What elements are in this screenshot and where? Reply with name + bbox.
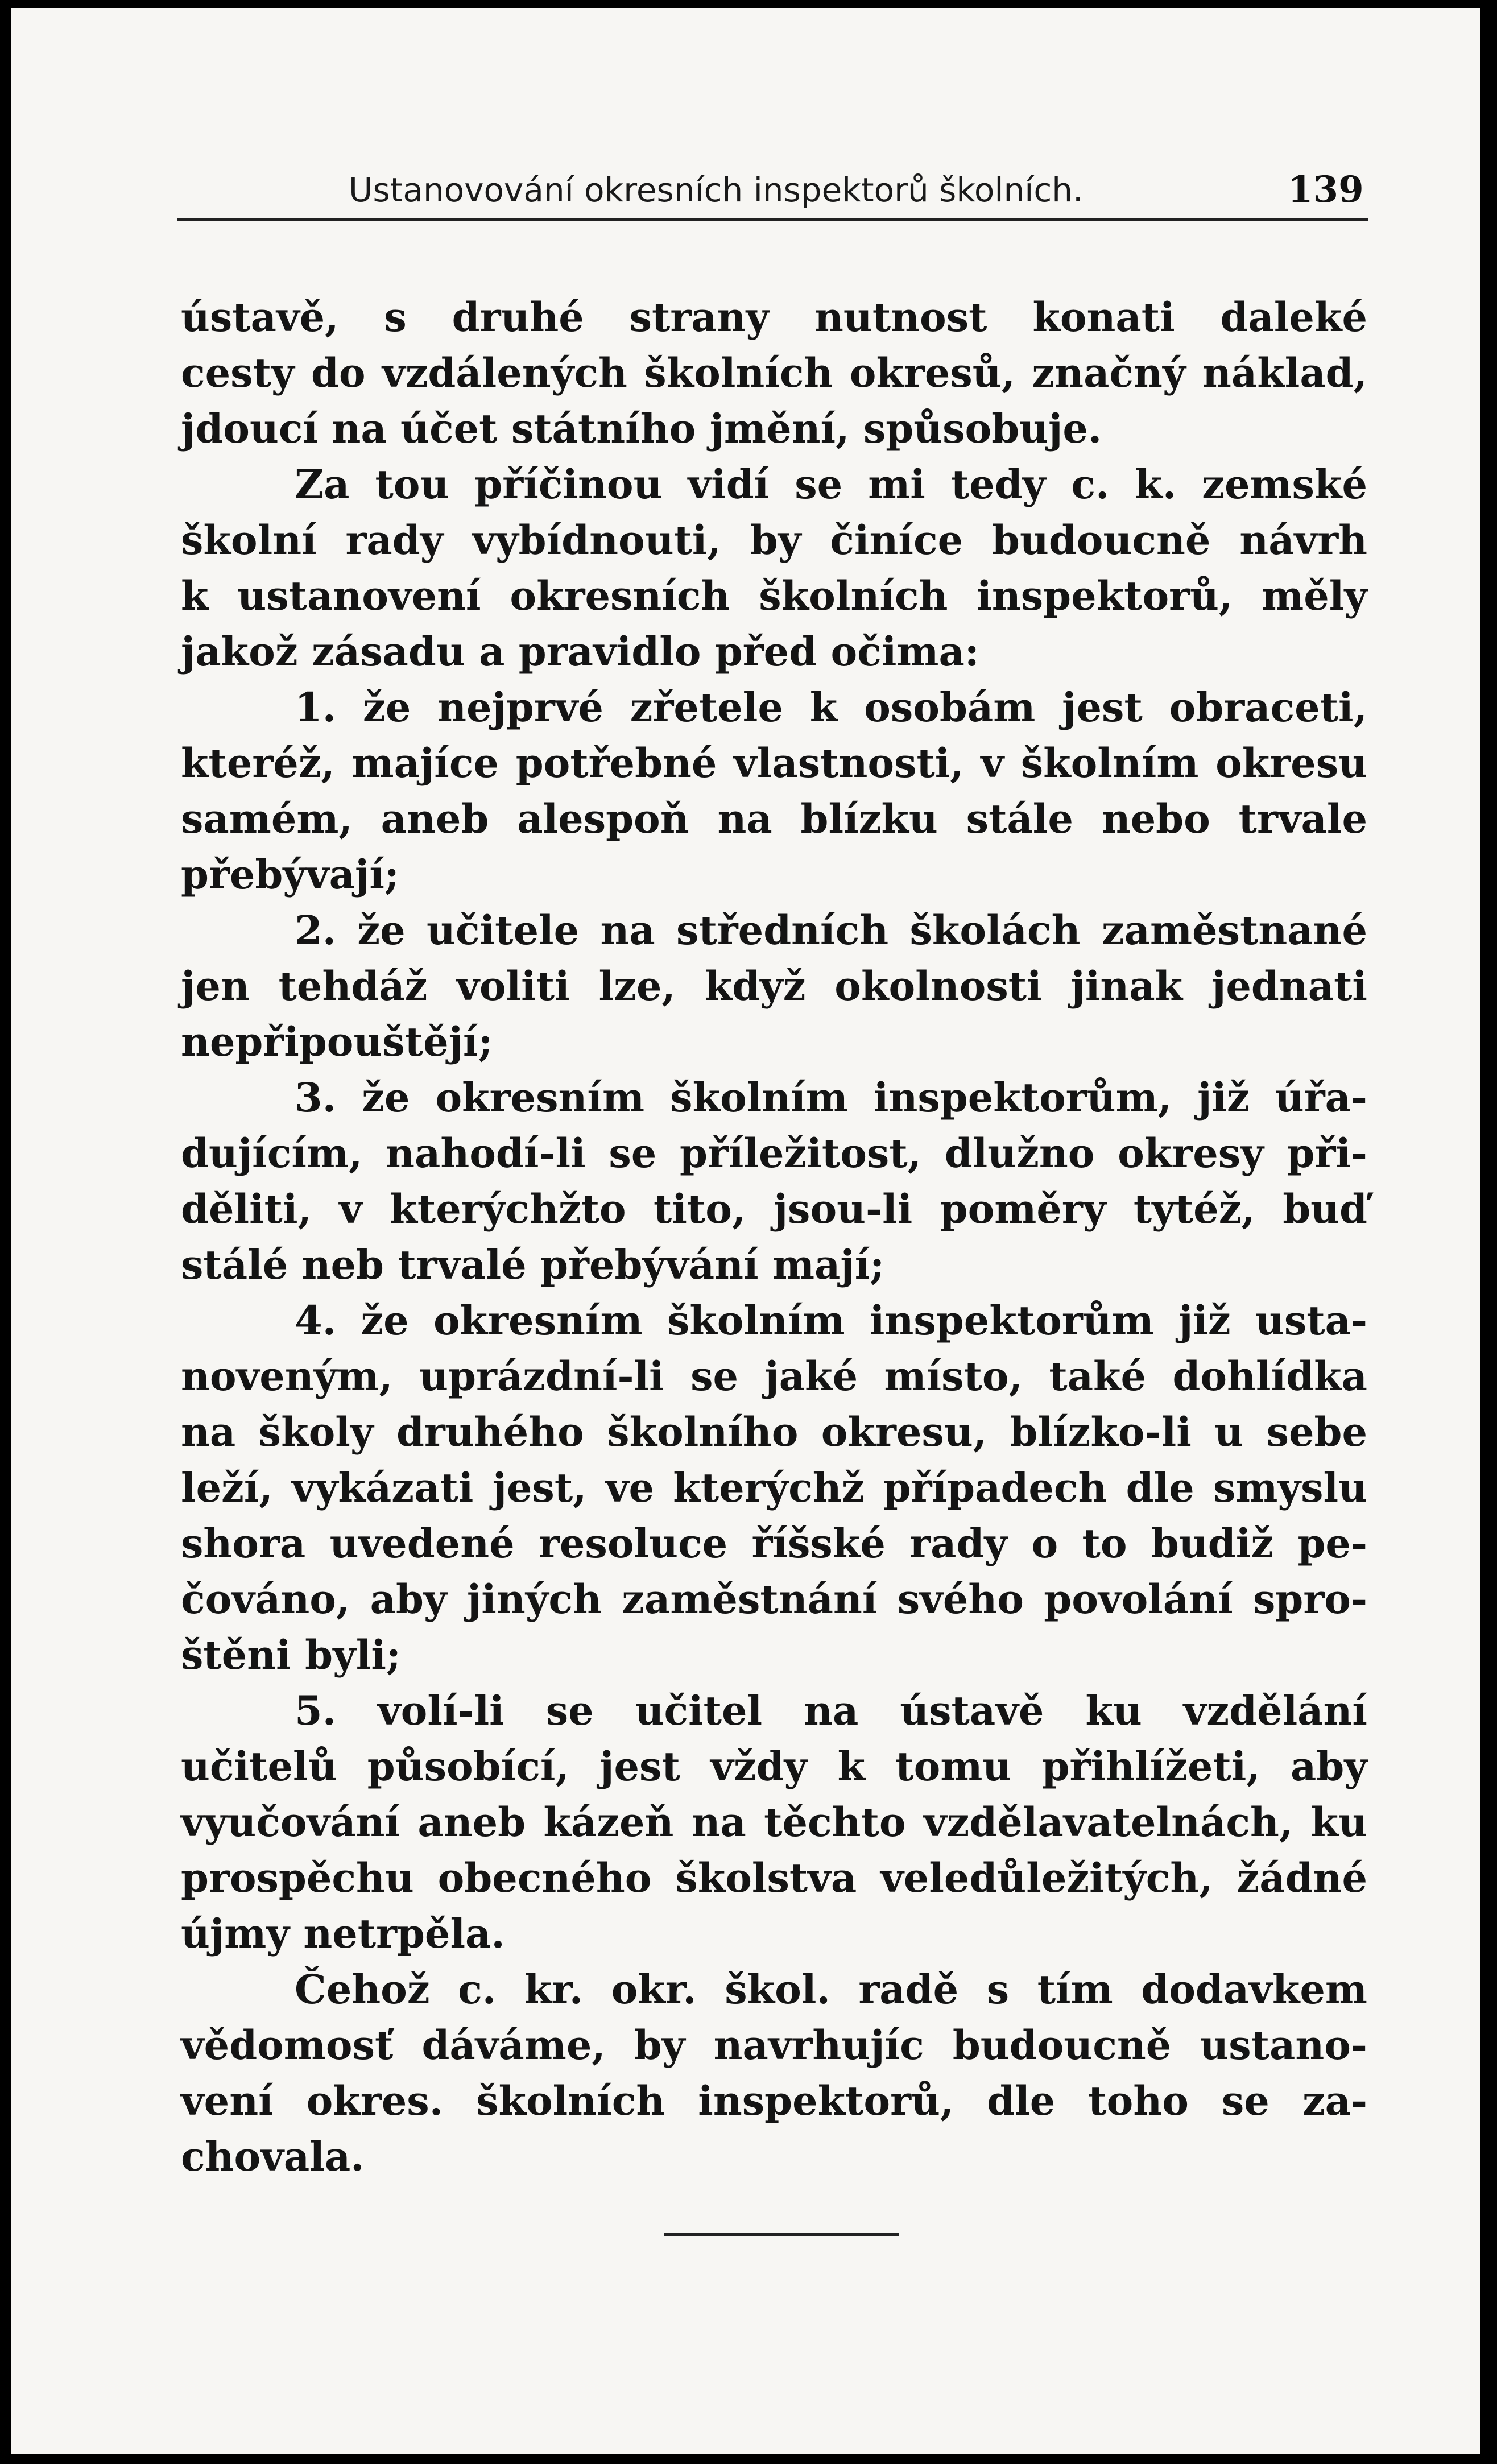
text-line: učitelů působící, jest vždy k tomu přihlížeti, aby xyxy=(181,1743,1367,1790)
text-line: 3. že okresním školním inspektorům, již úřa- xyxy=(295,1074,1367,1121)
text-line: jakož zásadu a pravidlo před očima: xyxy=(181,628,979,675)
text-line: kteréž, majíce potřebné vlastnosti, v školním okresu xyxy=(181,739,1367,787)
header-rule xyxy=(177,218,1368,221)
text-line: štěni byli; xyxy=(181,1631,401,1679)
text-line: 2. že učitele na středních školách zaměstnané xyxy=(295,907,1367,954)
text-line: 5. volí-li se učitel na ústavě ku vzdělání xyxy=(295,1687,1367,1734)
text-line: dujícím, nahodí-li se příležitost, dlužno okresy při- xyxy=(181,1130,1367,1177)
text-line: újmy netrpěla. xyxy=(181,1910,505,1957)
text-line: samém, aneb alespoň na blízku stále nebo trvale xyxy=(181,795,1367,842)
text-line: k ustanovení okresních školních inspektorů, měly xyxy=(181,572,1367,619)
text-line: prospěchu obecného školstva veledůležitých, žádné xyxy=(181,1854,1367,1901)
text-line: vědomosť dáváme, by navrhujíc budoucně ustano- xyxy=(181,2021,1367,2069)
text-line: jen tehdáž voliti lze, když okolnosti jinak jednati xyxy=(181,962,1367,1010)
text-line: ústavě, s druhé strany nutnost konati daleké xyxy=(181,293,1367,341)
text-line: cesty do vzdálených školních okresů, značný náklad, xyxy=(181,349,1367,396)
running-head: Ustanovování okresních inspektorů školních. xyxy=(349,171,1084,209)
text-line: přebývají; xyxy=(181,851,399,898)
book-page xyxy=(11,8,1480,2454)
text-line: 4. že okresním školním inspektorům již usta- xyxy=(295,1297,1367,1344)
end-rule xyxy=(664,2233,899,2236)
text-line: Čehož c. kr. okr. škol. radě s tím dodavkem xyxy=(295,1966,1367,2013)
text-line: na školy druhého školního okresu, blízko-li u sebe xyxy=(181,1408,1367,1456)
text-line: nepřipouštějí; xyxy=(181,1018,493,1065)
text-line: děliti, v kterýchžto tito, jsou-li poměry tytéž, buď xyxy=(181,1185,1367,1233)
text-line: stálé neb trvalé přebývání mají; xyxy=(181,1241,885,1288)
text-line: školní rady vybídnouti, by činíce budoucně návrh xyxy=(181,516,1367,564)
text-line: chovala. xyxy=(181,2133,365,2180)
text-line: čováno, aby jiných zaměstnání svého povolání spro- xyxy=(181,1576,1367,1623)
text-line: vyučování aneb kázeň na těchto vzdělavatelnách, ku xyxy=(181,1799,1367,1846)
text-line: shora uvedené resoluce říšské rady o to budiž pe- xyxy=(181,1520,1367,1567)
text-line: vení okres. školních inspektorů, dle toho se za- xyxy=(181,2077,1367,2124)
text-line: leží, vykázati jest, ve kterýchž případech dle smyslu xyxy=(181,1464,1367,1511)
text-line: noveným, uprázdní-li se jaké místo, také dohlídka xyxy=(181,1353,1367,1400)
text-line: jdoucí na účet státního jmění, spůsobuje. xyxy=(181,405,1102,452)
page-number: 139 xyxy=(1288,168,1364,211)
page-header xyxy=(11,167,1480,218)
text-line: Za tou příčinou vidí se mi tedy c. k. zemské xyxy=(295,461,1367,508)
text-line: 1. že nejprvé zřetele k osobám jest obraceti, xyxy=(295,684,1367,731)
